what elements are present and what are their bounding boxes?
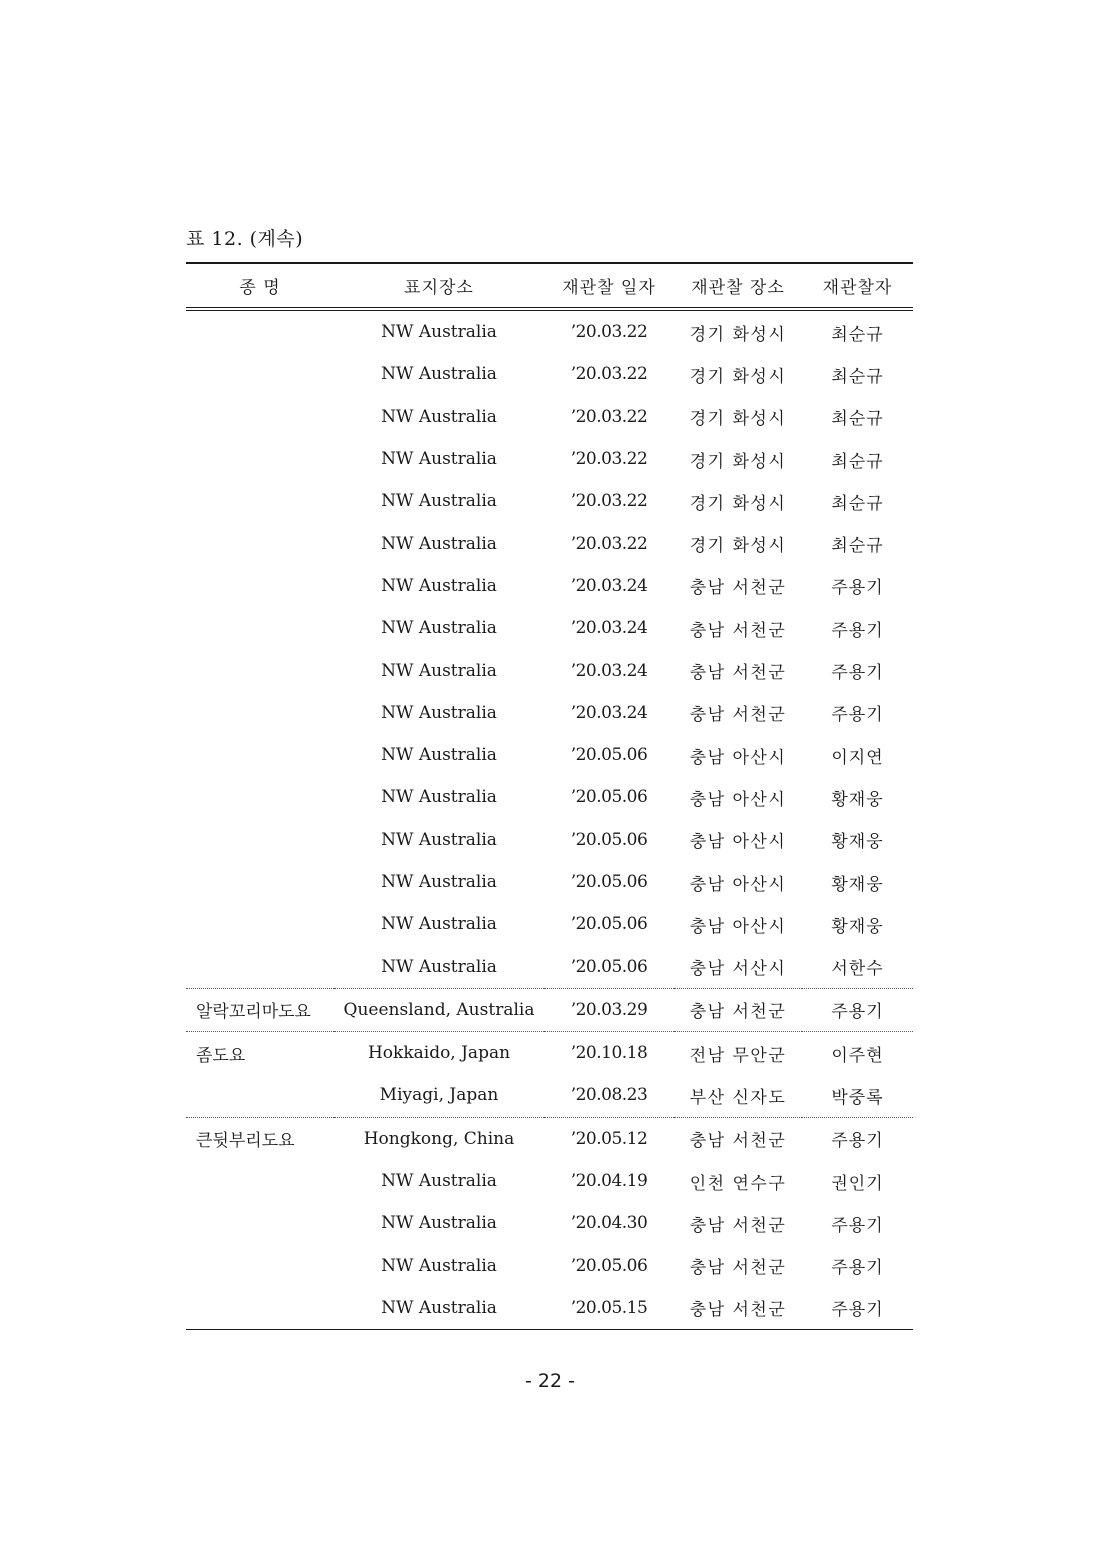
cell-observer: 최순규 bbox=[831, 536, 884, 557]
table-row bbox=[186, 309, 913, 353]
cell-banding-place: NW Australia bbox=[381, 914, 497, 935]
cell-species bbox=[186, 819, 334, 861]
cell-banding-place: NW Australia bbox=[381, 364, 497, 385]
cell-species bbox=[186, 903, 334, 945]
cell-species bbox=[186, 565, 334, 607]
cell-banding-place: NW Australia bbox=[381, 1213, 497, 1234]
cell-reobservation-location: 충남 아산시 bbox=[689, 916, 787, 937]
cell-banding-place: Miyagi, Japan bbox=[379, 1085, 499, 1106]
cell-reobservation-location: 충남 서천군 bbox=[689, 663, 787, 684]
cell-reobservation-location: 경기 화성시 bbox=[689, 366, 787, 387]
cell-observer: 주용기 bbox=[831, 1258, 884, 1279]
cell-banding-place: NW Australia bbox=[381, 829, 497, 850]
cell-banding-place: NW Australia bbox=[381, 449, 497, 470]
cell-species bbox=[186, 1074, 334, 1117]
cell-species bbox=[186, 945, 334, 988]
cell-reobservation-location: 충남 아산시 bbox=[689, 874, 787, 895]
cell-observer: 서한수 bbox=[831, 959, 884, 980]
cell-reobservation-location: 충남 아산시 bbox=[689, 832, 787, 853]
table-row bbox=[186, 1202, 913, 1244]
cell-reobservation-date: ’20.10.18 bbox=[544, 1032, 674, 1075]
cell-reobservation-location: 부산 신자도 bbox=[689, 1087, 787, 1108]
cell-reobservation-location: 경기 화성시 bbox=[689, 409, 787, 430]
cell-reobservation-location: 충남 서천군 bbox=[689, 1215, 787, 1236]
cell-banding-place: NW Australia bbox=[381, 618, 497, 639]
table-body bbox=[186, 309, 913, 1330]
cell-reobservation-location: 충남 서천군 bbox=[689, 578, 787, 599]
cell-reobservation-location: 경기 화성시 bbox=[689, 493, 787, 514]
cell-reobservation-location: 충남 서천군 bbox=[689, 1258, 787, 1279]
cell-banding-place: NW Australia bbox=[334, 1287, 544, 1330]
cell-species bbox=[186, 1202, 334, 1244]
table-row bbox=[186, 1287, 913, 1330]
table-row bbox=[186, 776, 913, 818]
table-row bbox=[186, 988, 913, 1031]
cell-reobservation-date: ’20.03.22 bbox=[570, 406, 648, 427]
cell-observer: 최순규 bbox=[831, 366, 884, 387]
cell-reobservation-date: ’20.05.06 bbox=[570, 914, 648, 935]
cell-banding-place: NW Australia bbox=[381, 745, 497, 766]
cell-species: 큰뒷부리도요 bbox=[186, 1117, 334, 1160]
header-row bbox=[186, 263, 913, 309]
table-header bbox=[186, 263, 913, 309]
table-row bbox=[186, 522, 913, 564]
cell-species bbox=[186, 522, 334, 564]
table-caption: 표 12. (계속) bbox=[186, 228, 304, 250]
cell-reobservation-location: 충남 아산시 bbox=[689, 789, 787, 810]
cell-species bbox=[186, 649, 334, 691]
cell-reobservation-location: 충남 서산시 bbox=[689, 959, 787, 980]
cell-observer: 주용기 bbox=[802, 988, 913, 1031]
cell-reobservation-date: ’20.03.22 bbox=[570, 491, 648, 512]
table-row bbox=[186, 396, 913, 438]
cell-observer: 주용기 bbox=[831, 663, 884, 684]
cell-reobservation-date: ’20.03.29 bbox=[544, 988, 674, 1031]
table-row bbox=[186, 649, 913, 691]
cell-species bbox=[186, 861, 334, 903]
cell-reobservation-location: 경기 화성시 bbox=[689, 324, 787, 345]
cell-species bbox=[186, 1245, 334, 1287]
cell-reobservation-date: ’20.05.06 bbox=[570, 956, 648, 977]
cell-reobservation-date: ’20.03.22 bbox=[570, 364, 648, 385]
cell-banding-place: NW Australia bbox=[381, 956, 497, 977]
cell-species bbox=[186, 396, 334, 438]
table-row bbox=[186, 1032, 913, 1075]
cell-observer: 주용기 bbox=[831, 1215, 884, 1236]
cell-species bbox=[186, 776, 334, 818]
cell-species bbox=[186, 480, 334, 522]
cell-observer: 최순규 bbox=[831, 324, 884, 345]
cell-observer: 주용기 bbox=[831, 578, 884, 599]
cell-reobservation-date: ’20.08.23 bbox=[570, 1085, 648, 1106]
table-row bbox=[186, 1245, 913, 1287]
cell-banding-place: NW Australia bbox=[381, 575, 497, 596]
cell-observer: 권인기 bbox=[831, 1173, 884, 1194]
table-row bbox=[186, 903, 913, 945]
cell-species: 좀도요 bbox=[186, 1032, 334, 1075]
table-row bbox=[186, 734, 913, 776]
cell-reobservation-date: ’20.05.12 bbox=[544, 1117, 674, 1160]
table-row bbox=[186, 945, 913, 988]
table-row bbox=[186, 692, 913, 734]
table-row bbox=[186, 353, 913, 395]
cell-reobservation-location: 경기 화성시 bbox=[689, 451, 787, 472]
table-row bbox=[186, 819, 913, 861]
cell-reobservation-date: ’20.05.15 bbox=[544, 1287, 674, 1330]
table-row bbox=[186, 480, 913, 522]
cell-banding-place: NW Australia bbox=[381, 702, 497, 723]
cell-observer: 주용기 bbox=[802, 1117, 913, 1160]
cell-banding-place: NW Australia bbox=[381, 491, 497, 512]
cell-observer: 최순규 bbox=[831, 493, 884, 514]
cell-reobservation-date: ’20.05.06 bbox=[570, 1255, 648, 1276]
cell-reobservation-location: 충남 서천군 bbox=[674, 1117, 802, 1160]
cell-reobservation-location: 충남 서천군 bbox=[689, 620, 787, 641]
cell-reobservation-date: ’20.05.06 bbox=[570, 745, 648, 766]
cell-species bbox=[186, 1287, 334, 1330]
cell-reobservation-date: ’20.04.30 bbox=[570, 1213, 648, 1234]
cell-reobservation-date: ’20.05.06 bbox=[570, 829, 648, 850]
cell-species bbox=[186, 607, 334, 649]
cell-reobservation-date: ’20.03.24 bbox=[570, 660, 648, 681]
cell-observer: 황재웅 bbox=[831, 832, 884, 853]
cell-observer: 주용기 bbox=[802, 1287, 913, 1330]
cell-observer: 최순규 bbox=[831, 409, 884, 430]
cell-reobservation-location: 인천 연수구 bbox=[689, 1173, 787, 1194]
cell-species bbox=[186, 734, 334, 776]
cell-species bbox=[186, 1160, 334, 1202]
cell-banding-place: NW Australia bbox=[381, 1171, 497, 1192]
cell-observer: 황재웅 bbox=[831, 874, 884, 895]
cell-banding-place: NW Australia bbox=[381, 406, 497, 427]
cell-species: 알락꼬리마도요 bbox=[186, 988, 334, 1031]
cell-banding-place: NW Australia bbox=[381, 872, 497, 892]
page-number: - 22 - bbox=[525, 1370, 575, 1392]
cell-species bbox=[186, 438, 334, 480]
cell-reobservation-location: 충남 서천군 bbox=[689, 705, 787, 726]
cell-species bbox=[186, 353, 334, 395]
cell-reobservation-date: ’20.05.06 bbox=[570, 787, 648, 808]
recapture-observation-table bbox=[186, 262, 913, 1330]
cell-banding-place: Queensland, Australia bbox=[334, 988, 544, 1031]
cell-observer: 이지연 bbox=[831, 747, 884, 768]
cell-reobservation-location: 충남 서천군 bbox=[674, 1287, 802, 1330]
cell-banding-place: NW Australia bbox=[381, 533, 497, 554]
table-row bbox=[186, 861, 913, 903]
cell-reobservation-date: ’20.03.24 bbox=[570, 575, 648, 596]
cell-reobservation-date: ’20.04.19 bbox=[570, 1171, 648, 1192]
observation-table-container bbox=[186, 262, 913, 1330]
cell-reobservation-location: 충남 아산시 bbox=[689, 747, 787, 768]
cell-banding-place: NW Australia bbox=[381, 787, 497, 808]
cell-reobservation-date: ’20.03.24 bbox=[570, 702, 648, 723]
header-banding-place: 표지장소 bbox=[334, 263, 544, 309]
cell-reobservation-date: ’20.03.22 bbox=[570, 533, 648, 554]
table-row bbox=[186, 1117, 913, 1160]
cell-observer: 황재웅 bbox=[831, 789, 884, 810]
cell-banding-place: NW Australia bbox=[381, 660, 497, 681]
cell-banding-place: NW Australia bbox=[381, 322, 497, 343]
cell-banding-place: Hongkong, China bbox=[334, 1117, 544, 1160]
cell-observer: 황재웅 bbox=[831, 916, 884, 937]
cell-observer: 최순규 bbox=[831, 451, 884, 472]
cell-observer: 주용기 bbox=[831, 620, 884, 641]
table-row bbox=[186, 438, 913, 480]
table-row bbox=[186, 1160, 913, 1202]
table-row bbox=[186, 565, 913, 607]
cell-reobservation-date: ’20.03.22 bbox=[570, 322, 648, 343]
table-row bbox=[186, 1074, 913, 1117]
table-row bbox=[186, 607, 913, 649]
header-reobservation-location: 재관찰 장소 bbox=[674, 263, 802, 309]
cell-species bbox=[186, 692, 334, 734]
cell-species bbox=[186, 309, 334, 353]
cell-reobservation-location: 전남 무안군 bbox=[674, 1032, 802, 1075]
cell-observer: 주용기 bbox=[831, 705, 884, 726]
cell-banding-place: NW Australia bbox=[381, 1255, 497, 1276]
header-reobservation-date: 재관찰 일자 bbox=[544, 263, 674, 309]
cell-reobservation-date: ’20.03.24 bbox=[570, 618, 648, 639]
header-species: 종 명 bbox=[186, 263, 334, 309]
header-observer: 재관찰자 bbox=[802, 263, 913, 309]
cell-observer: 박중록 bbox=[831, 1087, 884, 1108]
cell-observer: 이주현 bbox=[802, 1032, 913, 1075]
cell-reobservation-location: 경기 화성시 bbox=[689, 536, 787, 557]
cell-reobservation-date: ’20.05.06 bbox=[570, 872, 648, 892]
cell-reobservation-date: ’20.03.22 bbox=[570, 449, 648, 470]
cell-banding-place: Hokkaido, Japan bbox=[334, 1032, 544, 1075]
cell-reobservation-location: 충남 서천군 bbox=[674, 988, 802, 1031]
